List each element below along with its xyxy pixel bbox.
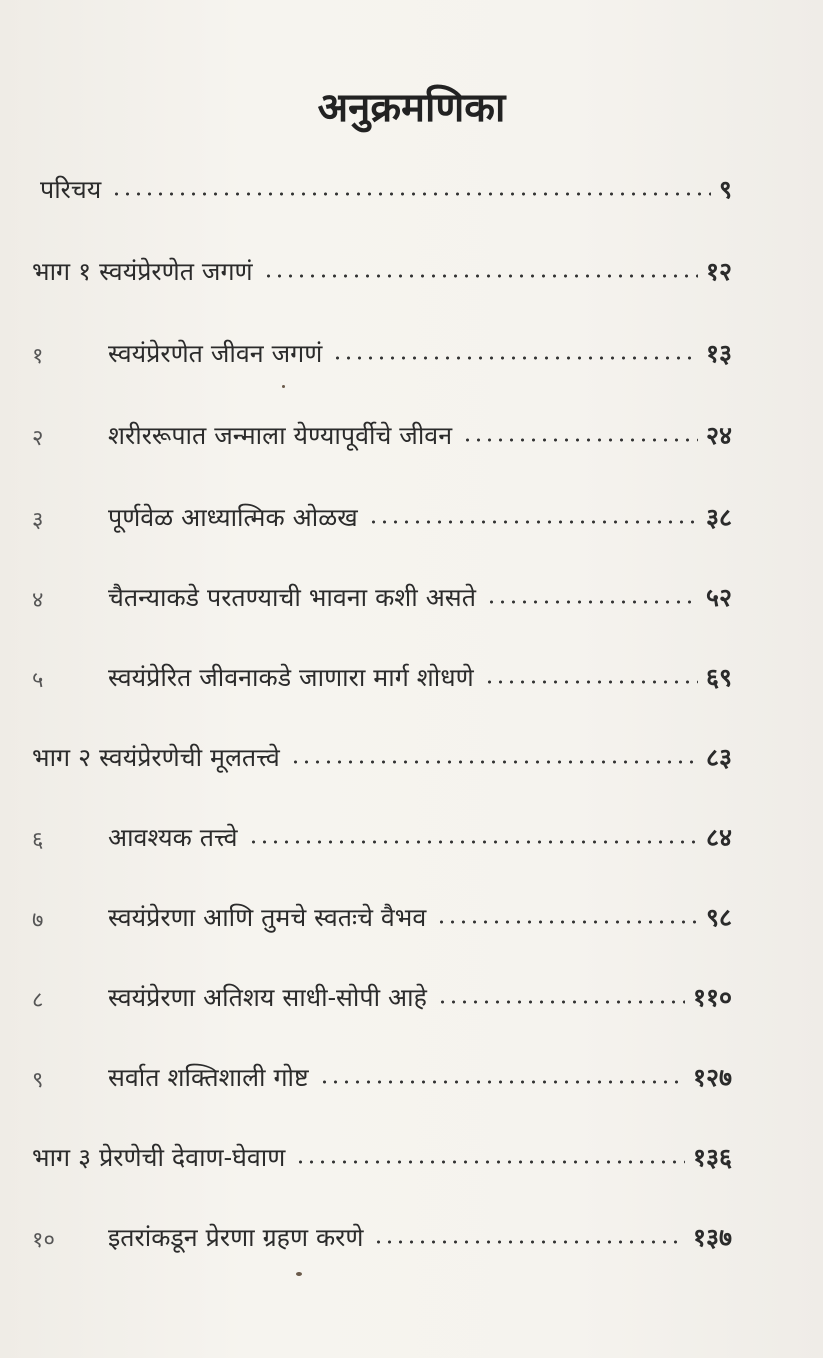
entry-page: १३७ — [692, 1223, 732, 1252]
dot-leader — [295, 1158, 685, 1166]
chapter-number: ८ — [32, 988, 44, 1013]
entry-title: स्वयंप्रेरणा अतिशय साधी-सोपी आहे — [108, 983, 427, 1012]
toc-entry — [32, 890, 732, 934]
entry-title: परिचय — [40, 175, 102, 204]
entry-title: पूर्णवेळ आध्यात्मिक ओळख — [108, 503, 358, 532]
entry-title: इतरांकडून प्रेरणा ग्रहण करणे — [108, 1223, 364, 1252]
chapter-number: १ — [32, 344, 44, 369]
entry-page: ६९ — [705, 663, 732, 692]
entry-page: १३६ — [692, 1143, 732, 1172]
chapter-number: ३ — [32, 508, 44, 533]
entry-page: १३ — [705, 339, 732, 368]
toc-entry — [32, 326, 732, 370]
entry-page: ३८ — [705, 503, 732, 532]
chapter-number: २ — [32, 426, 44, 451]
chapter-number: ६ — [32, 828, 44, 853]
entry-page: ८३ — [705, 743, 732, 772]
entry-page: १२ — [705, 257, 732, 286]
entry-page: ५२ — [705, 583, 732, 612]
dot-leader — [332, 354, 698, 362]
toc-entry — [32, 970, 732, 1014]
entry-page: १२७ — [692, 1063, 732, 1092]
entry-page: ८४ — [705, 823, 732, 852]
entry-page: ११० — [692, 983, 732, 1012]
dot-leader — [319, 1078, 685, 1086]
chapter-number: ९ — [32, 1068, 44, 1093]
toc-entry — [32, 408, 732, 452]
entry-title: स्वयंप्रेरणेत जगणं — [99, 257, 253, 286]
entry-part: भाग २ — [32, 743, 92, 772]
entry-title: स्वयंप्रेरणेत जीवन जगणं — [108, 339, 323, 368]
toc-entry — [32, 650, 732, 694]
entry-page: ९८ — [705, 903, 732, 932]
toc-entry — [32, 162, 732, 206]
dot-leader — [368, 518, 698, 526]
page-title: अनुक्रमणिका — [317, 84, 506, 131]
entry-page: २४ — [705, 421, 732, 450]
chapter-number: ५ — [32, 668, 44, 693]
dot-leader — [290, 758, 698, 766]
toc-entry — [32, 730, 732, 774]
chapter-number: १० — [32, 1228, 55, 1253]
dot-leader — [486, 598, 698, 606]
toc-entry — [32, 490, 732, 534]
dot-leader — [111, 190, 711, 198]
dot-leader — [437, 998, 685, 1006]
entry-part: भाग ३ — [32, 1143, 92, 1172]
chapter-number: ७ — [32, 908, 44, 933]
entry-title: प्रेरणेची देवाण-घेवाण — [99, 1143, 286, 1172]
toc-entry — [32, 1210, 732, 1254]
dot-leader — [263, 272, 698, 280]
entry-title: आवश्यक तत्त्वे — [108, 823, 238, 852]
dot-leader — [436, 918, 698, 926]
chapter-number: ४ — [32, 588, 44, 613]
entry-title: स्वयंप्रेरणा आणि तुमचे स्वतःचे वैभव — [108, 903, 427, 932]
dot-leader — [484, 678, 698, 686]
entry-title: स्वयंप्रेरणेची मूलतत्त्वे — [99, 743, 280, 772]
entry-page: ९ — [718, 175, 732, 204]
toc-entry — [32, 1050, 732, 1094]
dot-leader — [462, 436, 698, 444]
toc-entry — [32, 1130, 732, 1174]
dot-leader — [248, 838, 698, 846]
entry-title: स्वयंप्रेरित जीवनाकडे जाणारा मार्ग शोधणे — [108, 663, 474, 692]
paper-speck — [282, 385, 285, 388]
dot-leader — [373, 1238, 685, 1246]
toc-entry — [32, 810, 732, 854]
entry-part: भाग १ — [32, 257, 92, 286]
toc-entry — [32, 570, 732, 614]
entry-title: शरीररूपात जन्माला येण्यापूर्वीचे जीवन — [108, 421, 453, 450]
entry-title: चैतन्याकडे परतण्याची भावना कशी असते — [108, 583, 476, 612]
paper-speck — [296, 1272, 302, 1276]
entry-title: सर्वात शक्तिशाली गोष्ट — [108, 1063, 309, 1092]
toc-entry — [32, 244, 732, 288]
